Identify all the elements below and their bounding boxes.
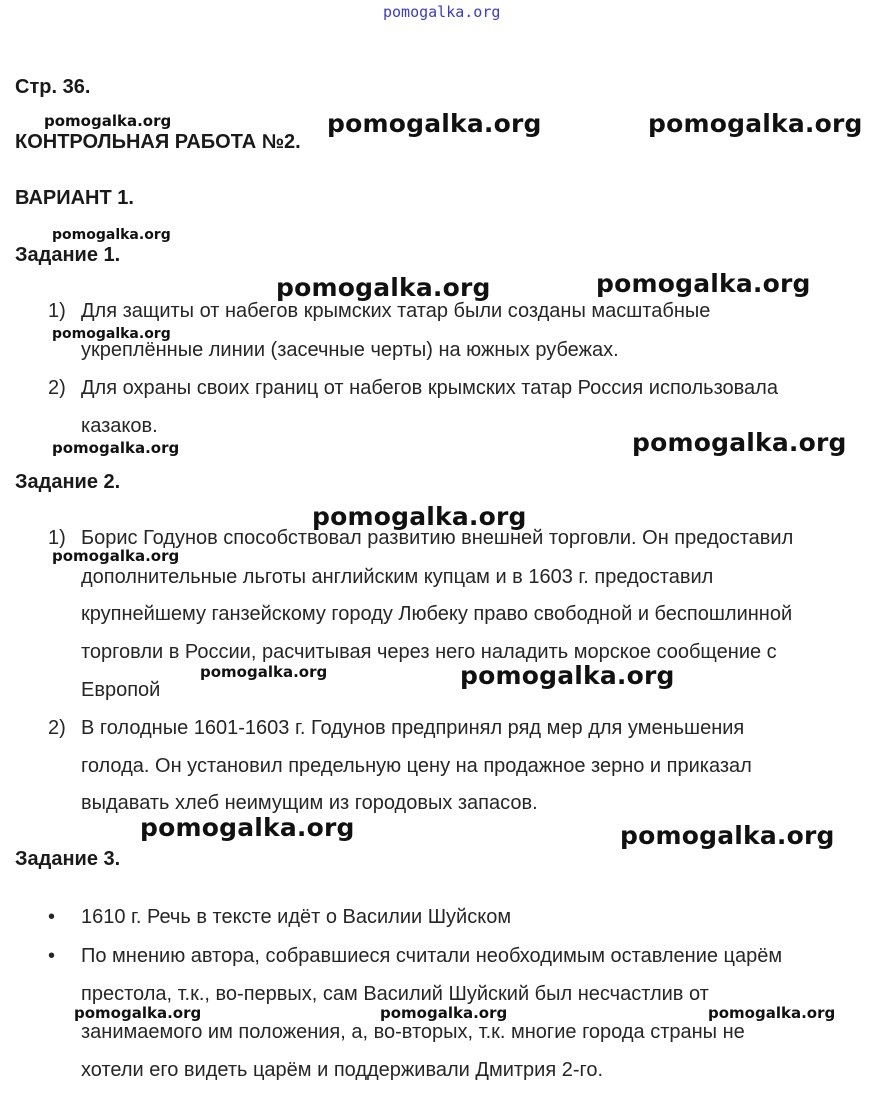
list-item-line: укреплённые линии (засечные черты) на южных рубежах.: [81, 339, 619, 361]
page-reference: Стр. 36.: [15, 76, 91, 98]
list-item-line: 1610 г. Речь в тексте идёт о Василии Шуйском: [81, 906, 512, 928]
watermark: pomogalka.org: [596, 269, 811, 298]
list-item-line: престола, т.к., во-первых, сам Василий Шуйский был несчастлив от: [81, 983, 709, 1005]
watermark: pomogalka.org: [74, 1004, 202, 1022]
watermark: pomogalka.org: [708, 1004, 836, 1022]
task-3-heading: Задание 3.: [15, 848, 121, 870]
watermark: pomogalka.org: [327, 109, 542, 138]
watermark: pomogalka.org: [632, 428, 847, 457]
task-2-heading: Задание 2.: [15, 471, 121, 493]
list-item-line: По мнению автора, собравшиеся считали необходимым оставление царём: [81, 945, 783, 967]
header-watermark: pomogalka.org: [383, 3, 501, 21]
list-item-line: торговли в России, расчитывая через него наладить морское сообщение с: [81, 641, 777, 663]
list-marker: •: [48, 906, 56, 928]
variant-heading: ВАРИАНТ 1.: [15, 187, 134, 209]
list-item-line: Европой: [81, 679, 161, 701]
task-1-heading: Задание 1.: [15, 244, 121, 266]
list-item-line: выдавать хлеб неимущим из городовых запасов.: [81, 792, 538, 814]
watermark: pomogalka.org: [200, 663, 328, 681]
watermark: pomogalka.org: [140, 813, 355, 842]
list-item-line: Борис Годунов способствовал развитию внешней торговли. Он предоставил: [81, 527, 794, 549]
list-item-line: занимаемого им положения, а, во-вторых, т.к. многие города страны не: [81, 1021, 745, 1043]
list-marker: 2): [48, 717, 66, 739]
list-item-line: Для защиты от набегов крымских татар были созданы масштабные: [81, 300, 711, 322]
watermark: pomogalka.org: [380, 1004, 508, 1022]
list-item-line: дополнительные льготы английским купцам и в 1603 г. предоставил: [81, 566, 714, 588]
list-item-line: В голодные 1601-1603 г. Годунов предпринял ряд мер для уменьшения: [81, 717, 745, 739]
list-marker: 1): [48, 527, 66, 549]
list-item-line: хотели его видеть царём и поддерживали Дмитрия 2-го.: [81, 1059, 604, 1081]
watermark: pomogalka.org: [52, 227, 171, 243]
list-item-line: голода. Он установил предельную цену на продажное зерно и приказал: [81, 755, 752, 777]
list-marker: 2): [48, 377, 66, 399]
list-marker: 1): [48, 300, 66, 322]
watermark: pomogalka.org: [620, 821, 835, 850]
list-item-line: крупнейшему ганзейскому городу Любеку право свободной и беспошлинной: [81, 603, 793, 625]
watermark: pomogalka.org: [44, 112, 172, 130]
watermark: pomogalka.org: [312, 502, 527, 531]
watermark: pomogalka.org: [460, 661, 675, 690]
watermark: pomogalka.org: [52, 439, 180, 457]
list-marker: •: [48, 945, 56, 967]
watermark: pomogalka.org: [52, 326, 171, 342]
watermark: pomogalka.org: [52, 547, 180, 565]
list-item-line: Для охраны своих границ от набегов крымских татар Россия использовала: [81, 377, 778, 399]
page-title: КОНТРОЛЬНАЯ РАБОТА №2.: [15, 131, 301, 153]
list-item-line: казаков.: [81, 415, 158, 437]
watermark: pomogalka.org: [648, 109, 863, 138]
watermark: pomogalka.org: [276, 273, 491, 302]
